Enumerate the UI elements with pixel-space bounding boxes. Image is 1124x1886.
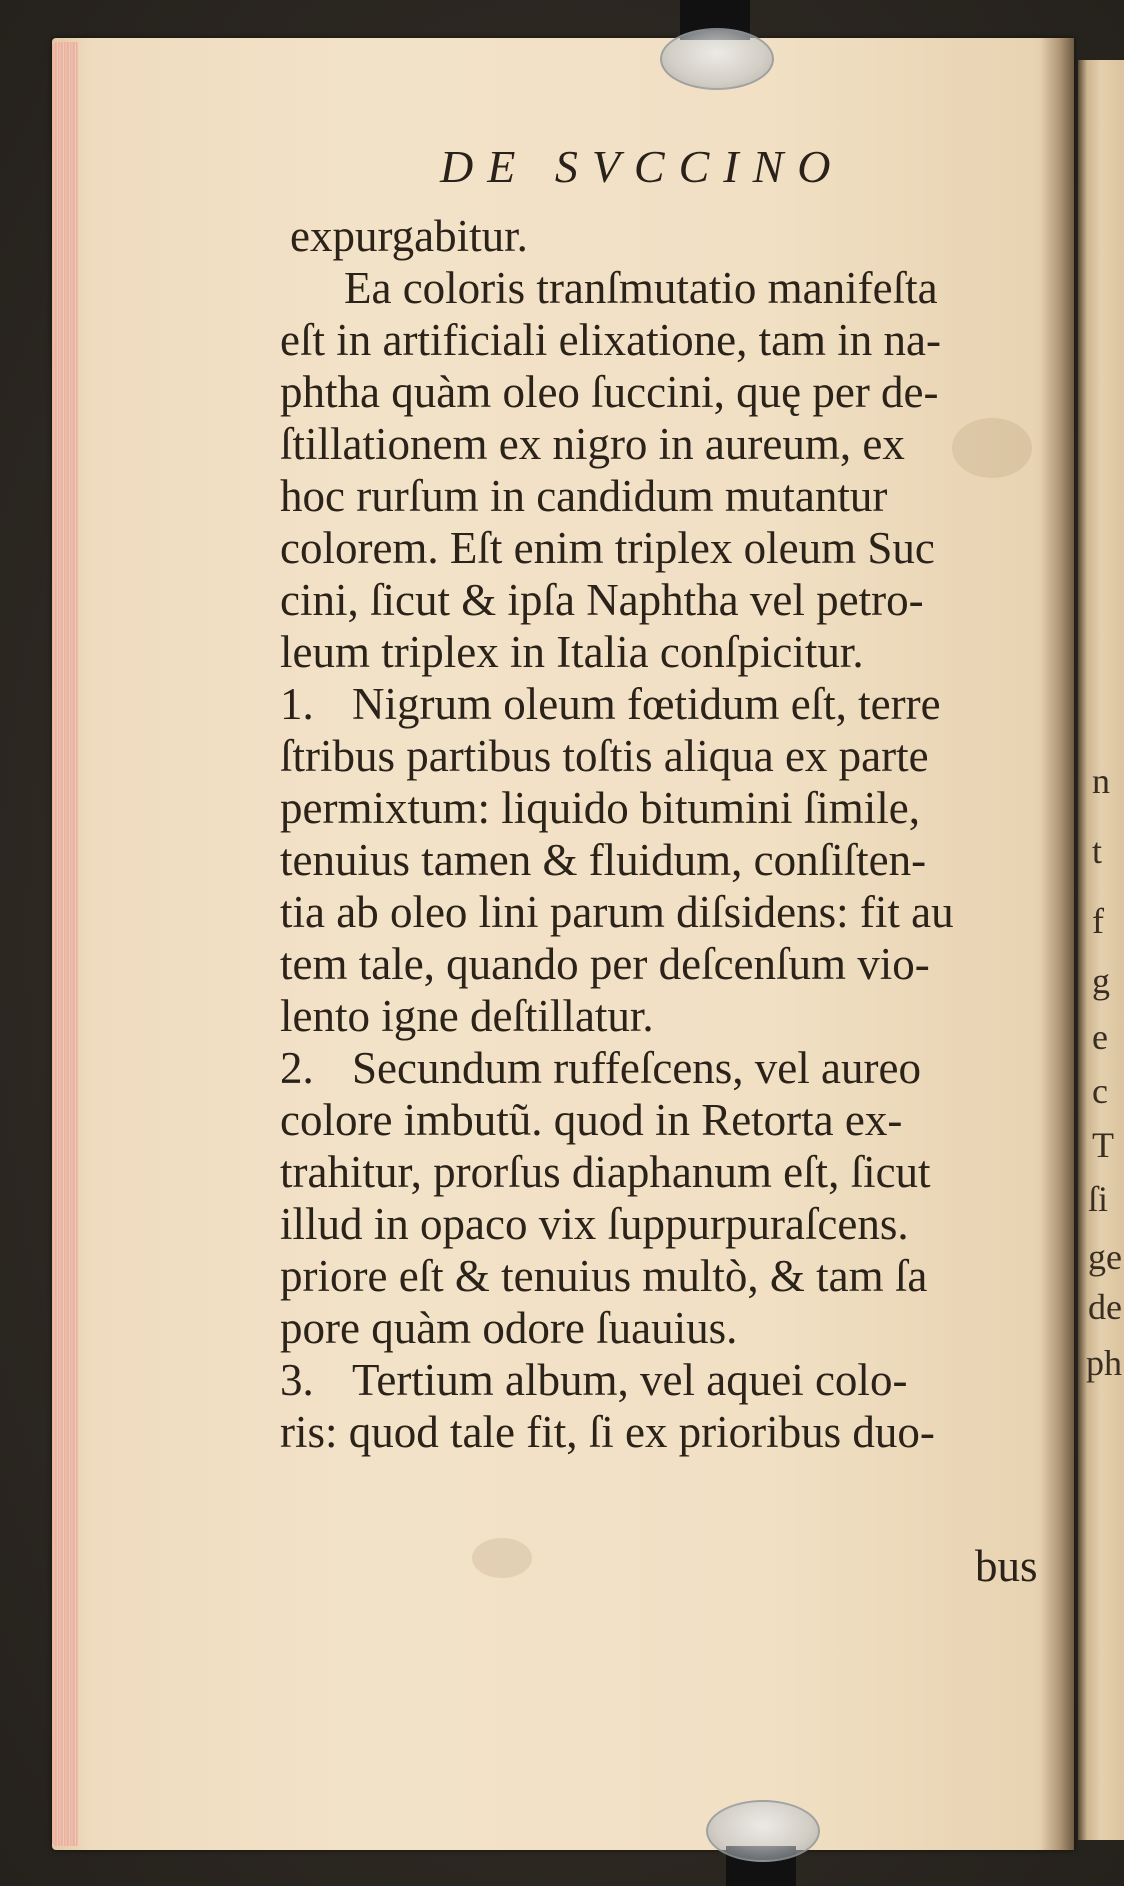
catchword: bus <box>975 1541 1038 1591</box>
facing-glyph: g <box>1092 961 1110 1001</box>
text-line: Nigrum oleum fœtidum eſt, terre <box>352 679 941 729</box>
item-number: 1. <box>280 679 314 729</box>
facing-glyph: e <box>1092 1017 1108 1057</box>
page-clip-bottom <box>706 1800 820 1862</box>
text-line: pore quàm odore ſuauius. <box>280 1303 738 1353</box>
text-line: illud in opaco vix ſuppurpuraſcens. <box>280 1199 909 1249</box>
text-line: ſtillationem ex nigro in aureum, ex <box>280 419 905 469</box>
facing-glyph: n <box>1092 761 1110 801</box>
facing-page-edge <box>1078 60 1124 1840</box>
text-line: priore eſt & tenuius multò, & tam ſa <box>280 1251 928 1301</box>
item-number: 3. <box>280 1355 314 1405</box>
page-clip-top <box>660 28 774 90</box>
text-line: leum triplex in Italia conſpicitur. <box>280 627 864 677</box>
item-number: 2. <box>280 1043 314 1093</box>
text-line: Secundum ruffeſcens, vel aureo <box>352 1043 921 1093</box>
text-line: Ea coloris tranſmutatio manifeſta <box>344 263 938 313</box>
text-line: trahitur, prorſus diaphanum eſt, ſicut <box>280 1147 931 1197</box>
text-line: tenuius tamen & fluidum, conſiſten- <box>280 835 927 885</box>
text-line: eſt in artificiali elixatione, tam in na- <box>280 315 942 365</box>
text-line: permixtum: liquido bitumini ſimile, <box>280 783 920 833</box>
facing-glyph: de <box>1088 1287 1122 1327</box>
text-line: tia ab oleo lini parum diſsidens: fit au <box>280 887 954 937</box>
text-line: ſtribus partibus toſtis aliqua ex parte <box>280 731 929 781</box>
facing-glyph: ſi <box>1088 1179 1109 1219</box>
facing-glyph: c <box>1092 1071 1108 1111</box>
facing-glyph: f <box>1092 901 1104 941</box>
text-line: hoc rurſum in candidum mutantur <box>280 471 888 521</box>
facing-glyph: t <box>1092 831 1103 871</box>
text-line: colore imbutũ. quod in Retorta ex- <box>280 1095 903 1145</box>
gutter-shadow <box>1040 38 1074 1850</box>
running-head: DE SVCCINO <box>440 141 845 192</box>
text-line: colorem. Eſt enim triplex oleum Suc <box>280 523 935 573</box>
text-line: expurgabitur. <box>290 211 528 261</box>
facing-glyph: ge <box>1088 1237 1122 1277</box>
text-line: lento igne deſtillatur. <box>280 991 654 1041</box>
text-line: ris: quod tale fit, ſi ex prioribus duo- <box>280 1407 935 1457</box>
text-line: cini, ſicut & ipſa Naphtha vel petro- <box>280 575 924 625</box>
facing-glyph: T <box>1092 1125 1114 1165</box>
red-page-edge <box>52 42 78 1846</box>
facing-glyph: ph <box>1086 1343 1122 1383</box>
text-line: Tertium album, vel aquei colo- <box>352 1355 908 1405</box>
text-line: phtha quàm oleo ſuccini, quę per de- <box>280 367 939 417</box>
paper-stain <box>472 1538 532 1578</box>
text-line: tem tale, quando per deſcenſum vio- <box>280 939 930 989</box>
paper-stain <box>952 418 1032 478</box>
